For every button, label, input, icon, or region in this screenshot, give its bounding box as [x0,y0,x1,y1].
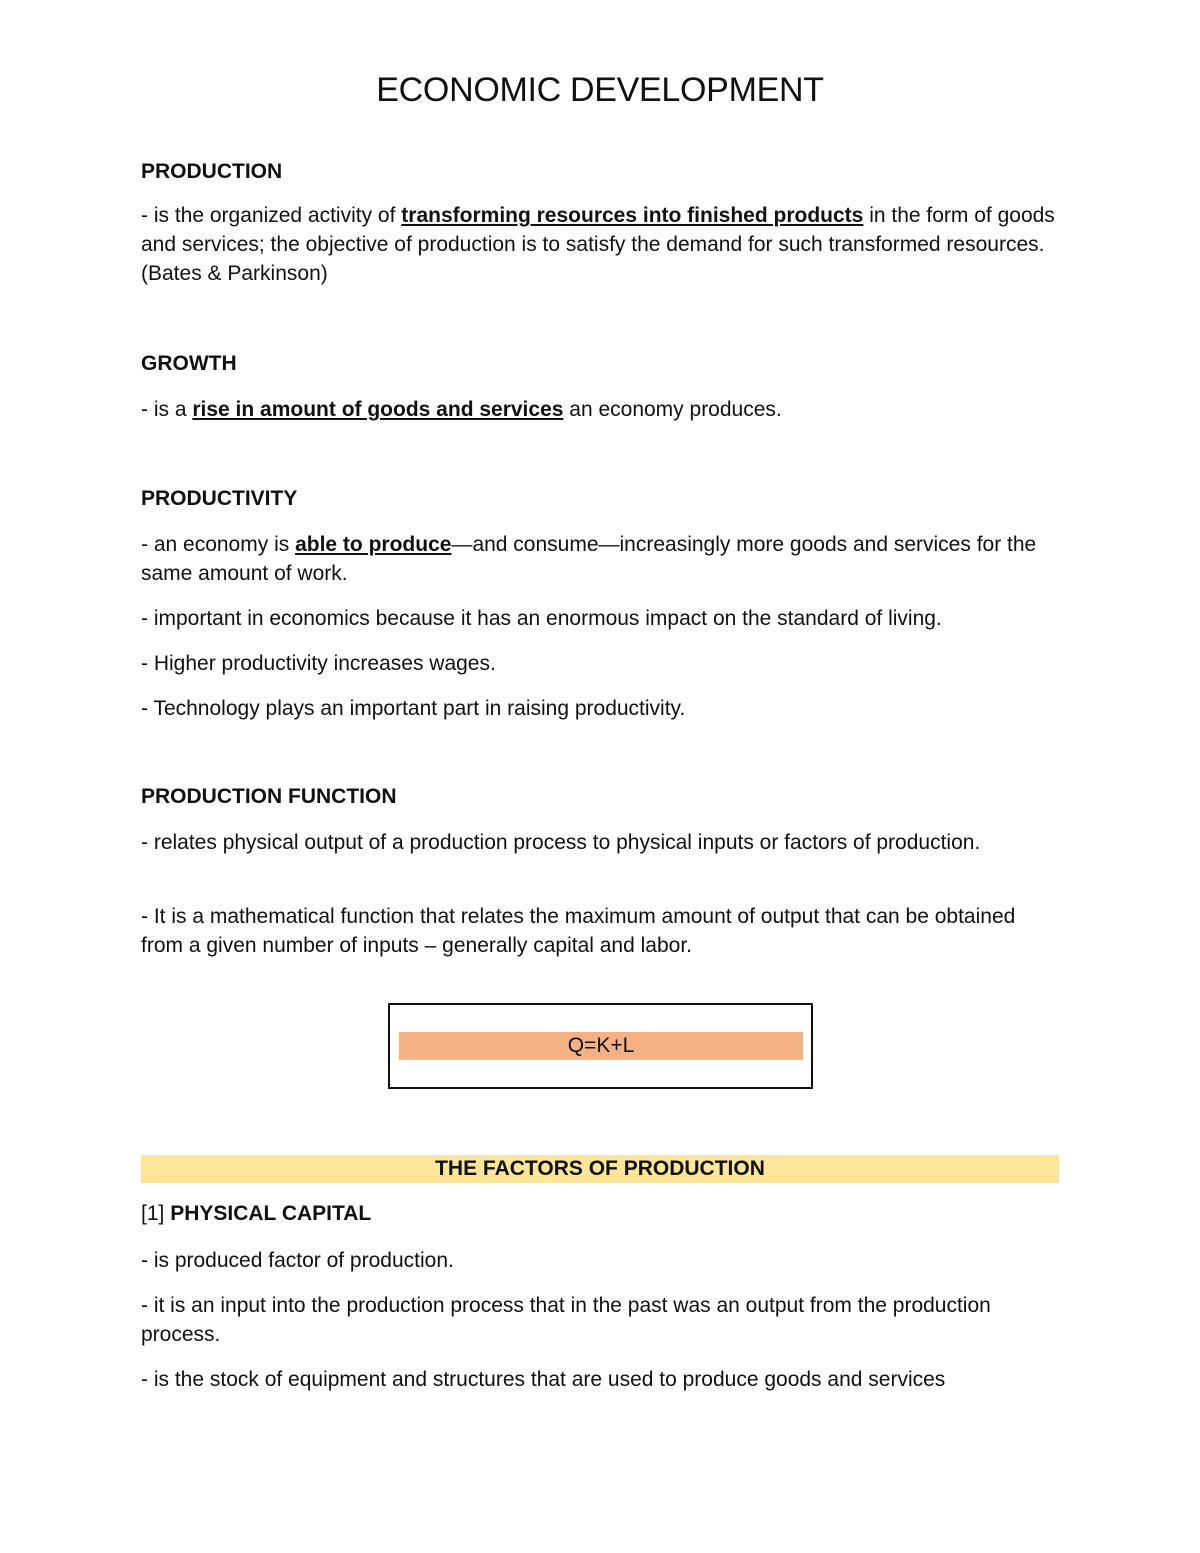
productivity-point-2: - important in economics because it has an enormous impact on the standard of living. [141,607,942,630]
production-definition [141,201,1059,288]
growth-definition [141,395,1059,424]
growth-definition-post: an economy produces. [563,398,782,421]
physical-capital-point-3: - is the stock of equipment and structures that are used to produce goods and services [141,1368,946,1391]
physical-capital-point-1: - is produced factor of production. [141,1249,454,1272]
production-function-point-1: - relates physical output of a production process to physical inputs or factors of production. [141,831,981,854]
production-function-formula: Q=K+L [399,1032,803,1060]
productivity-point-1-post: —and consume—increasingly more goods and services for the same amount of work. [141,533,1037,585]
section-heading-physical-capital: PHYSICAL CAPITAL [170,1202,372,1225]
productivity-point-1-pre: - an economy is [141,533,296,556]
production-function-point-2: - It is a mathematical function that relates the maximum amount of output that can be obtained from a given number of inputs – generally capital and labor. [141,905,1016,957]
section-heading-growth: GROWTH [141,352,237,375]
production-definition-pre: - is the organized activity of [141,204,402,227]
physical-capital-number: [1] [141,1202,171,1225]
productivity-point-1 [141,530,1059,588]
growth-key-phrase: rise in amount of goods and services [192,398,564,421]
production-key-phrase: transforming resources into finished products [401,204,864,227]
physical-capital-point-2: - it is an input into the production process that in the past was an output from the production process. [141,1294,991,1346]
growth-definition-pre: - is a [141,398,193,421]
productivity-point-3: - Higher productivity increases wages. [141,652,496,675]
section-heading-productivity: PRODUCTIVITY [141,487,298,510]
productivity-key-phrase: able to produce [295,533,452,556]
production-definition-post: in the form of goods and services; the objective of production is to satisfy the demand for such transformed resources. (Bates & Parkinson) [141,204,1055,285]
section-heading-production-function: PRODUCTION FUNCTION [141,785,397,808]
physical-capital-heading-line [141,1201,1059,1227]
document-title: ECONOMIC DEVELOPMENT [376,71,824,109]
formula-box [388,1003,813,1089]
factors-of-production-banner: THE FACTORS OF PRODUCTION [141,1155,1059,1183]
section-heading-production: PRODUCTION [141,160,283,183]
productivity-point-4: - Technology plays an important part in raising productivity. [141,697,686,720]
